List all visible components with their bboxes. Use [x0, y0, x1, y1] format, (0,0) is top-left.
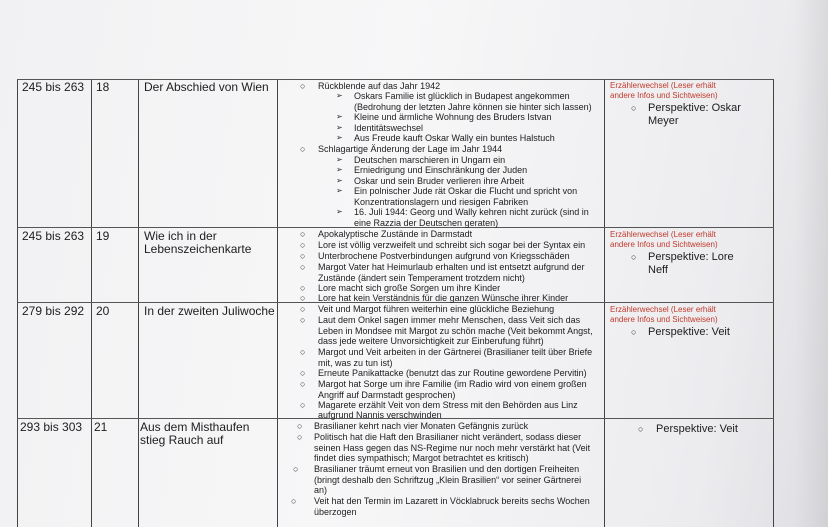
- chapter-number: 18: [96, 80, 110, 94]
- perspective-label: Meyer: [648, 115, 679, 127]
- grid-line: [277, 79, 278, 527]
- content-item: Veit hat den Termin im Lazarett in Vöcklabruck bereits sechs Wochen: [314, 496, 590, 506]
- content-subitem: Aus Freude kauft Oskar Wally ein buntes Halstuch: [354, 133, 555, 143]
- bullet-icon: ○: [300, 347, 306, 357]
- content-subitem: Oskars Familie ist glücklich in Budapest angekommen: [354, 91, 570, 101]
- grid-line: [773, 79, 774, 527]
- arrow-bullet-icon: ➢: [336, 207, 343, 216]
- arrow-bullet-icon: ➢: [336, 175, 343, 185]
- page-shadow: [794, 0, 828, 527]
- content-item: Lore hat kein Verständnis für die ganzen Wünsche ihrer Kinder: [318, 293, 569, 303]
- bullet-icon: ○: [300, 379, 306, 389]
- content-subitem: Oskar und sein Bruder verlieren ihre Arbeit: [354, 175, 525, 186]
- content-item: Angriff auf Darmstadt gesprochen): [318, 389, 456, 400]
- content-item: an): [314, 485, 328, 495]
- content-item: Schlagartige Änderung der Lage im Jahr 1944: [318, 144, 503, 154]
- content-item: Laut dem Onkel sagen immer mehr Menschen, dass Veit sich das: [318, 315, 581, 325]
- content-item: findet dies sympathisch; Margot betrachtet es kritisch): [314, 453, 529, 463]
- bullet-icon: ○: [300, 304, 306, 314]
- content-item: Margot hat Sorge um ihre Familie (im Radio wird von einem großen: [318, 379, 587, 389]
- content-item: Margot und Veit arbeiten in der Gärtnerei (Brasilianer teilt über Briefe: [318, 347, 593, 357]
- bullet-icon: ○: [300, 315, 306, 325]
- chapter-title: Der Abschied von Wien: [144, 80, 269, 94]
- grid-line: [138, 79, 139, 527]
- bullet-icon: ○: [631, 103, 637, 113]
- chapter-title: Wie ich in der: [144, 229, 217, 243]
- content-subitem: Kleine und ärmliche Wohnung des Bruders Istvan: [354, 112, 552, 122]
- content-subitem: Erniedrigung und Einschränkung der Juden: [354, 165, 528, 175]
- content-subitem: Konzentrationslagern und riesigen Fabriken: [354, 196, 529, 207]
- grid-line: [91, 79, 92, 527]
- arrow-bullet-icon: ➢: [336, 91, 343, 100]
- content-item: (bringt deshalb den Schriftzug „Klein Brasilien“ vor seiner Gärtnerei: [314, 474, 582, 485]
- content-item: Magarete erzählt Veit von dem Stress mit den Behörden aus Linz: [318, 400, 578, 410]
- bullet-icon: ○: [293, 464, 299, 474]
- bullet-icon: ○: [300, 293, 306, 303]
- page-range: 293 bis 303: [20, 420, 83, 434]
- narrator-note: andere Infos und Sichtweisen): [610, 240, 718, 249]
- narrator-note: andere Infos und Sichtweisen): [610, 91, 718, 100]
- content-item: Unterbrochene Postverbindungen aufgrund von Kriegsschäden: [318, 251, 570, 261]
- arrow-bullet-icon: ➢: [336, 133, 343, 142]
- content-item: mit, was zu tun ist): [318, 357, 393, 368]
- narrator-note: Erzählerwechsel (Leser erhält: [610, 81, 716, 90]
- bullet-icon: ○: [631, 252, 637, 262]
- chapter-title: Aus dem Misthaufen: [140, 420, 250, 434]
- page-range: 245 bis 263: [22, 229, 85, 243]
- content-item: überzogen: [314, 506, 357, 517]
- narrator-note: andere Infos und Sichtweisen): [610, 315, 718, 324]
- bullet-icon: ○: [300, 144, 306, 154]
- content-item: Apokalyptische Zustände in Darmstadt: [318, 229, 473, 239]
- bullet-icon: ○: [297, 421, 303, 431]
- content-subitem: Deutschen marschieren in Ungarn ein: [354, 154, 506, 165]
- perspective-label: Neff: [648, 264, 668, 276]
- content-item: Leben in Mondsee mit Margot zu schön mache (Veit bekommt Angst,: [318, 325, 593, 336]
- bullet-icon: ○: [291, 496, 297, 506]
- bullet-icon: ○: [300, 262, 306, 272]
- bullet-icon: ○: [300, 283, 306, 293]
- content-subitem: eine Razzia der Deutschen geraten): [354, 217, 499, 228]
- narrator-note: Erzählerwechsel (Leser erhält: [610, 305, 716, 314]
- bullet-icon: ○: [638, 424, 644, 434]
- chapter-number: 21: [94, 420, 108, 434]
- page-range: 245 bis 263: [22, 80, 85, 94]
- bullet-icon: ○: [300, 229, 306, 239]
- chapter-number: 19: [96, 229, 110, 243]
- bullet-icon: ○: [300, 400, 306, 410]
- bullet-icon: ○: [631, 327, 637, 337]
- bullet-icon: ○: [300, 81, 306, 91]
- chapter-title: Lebenszeichenkarte: [144, 242, 252, 256]
- content-item: seinen Hass gegen das NS-Regime nur noch mehr verstärkt hat (Veit: [314, 442, 591, 453]
- content-item: aufgrund Nannis verschwinden: [318, 410, 442, 420]
- arrow-bullet-icon: ➢: [336, 112, 343, 121]
- content-item: Lore ist völlig verzweifelt und schreibt sich sogar bei der Syntax ein: [318, 240, 586, 250]
- content-item: Brasilianer kehrt nach vier Monaten Gefängnis zurück: [314, 421, 529, 431]
- content-subitem: Ein polnischer Jude rät Oskar die Flucht und spricht von: [354, 186, 578, 196]
- chapter-number: 20: [96, 304, 110, 318]
- chapter-title: In der zweiten Juliwoche: [144, 304, 275, 318]
- content-item: Brasilianer träumt erneut von Brasilien und den dortigen Freiheiten: [314, 464, 580, 474]
- grid-line: [604, 79, 605, 527]
- perspective-label: Perspektive: Lore: [648, 251, 734, 263]
- content-subitem: 16. Juli 1944: Georg und Wally kehren nicht zurück (sind in: [354, 207, 589, 217]
- content-item: Margot Vater hat Heimurlaub erhalten und ist entsetzt aufgrund der: [318, 262, 585, 272]
- arrow-bullet-icon: ➢: [336, 154, 343, 164]
- chapter-title: stieg Rauch auf: [140, 433, 224, 447]
- content-subitem: (Bedrohung der letzten Jahre können sie hinter sich lassen): [354, 101, 592, 112]
- arrow-bullet-icon: ➢: [336, 122, 343, 132]
- grid-line: [17, 79, 774, 80]
- content-item: Rückblende auf das Jahr 1942: [318, 81, 441, 91]
- perspective-label: Perspektive: Veit: [656, 423, 738, 435]
- content-subitem: Identitätswechsel: [354, 122, 424, 133]
- content-item: Erneute Panikattacke (benutzt das zur Routine gewordene Pervitin): [318, 368, 587, 378]
- content-item: Politisch hat die Haft den Brasilianer nicht verändert, sodass dieser: [314, 432, 582, 442]
- bullet-icon: ○: [297, 432, 303, 442]
- content-item: dass jede weitere Unvorsichtigkeit zur Einberufung führt): [318, 336, 544, 346]
- perspective-label: Perspektive: Oskar: [648, 102, 741, 114]
- bullet-icon: ○: [300, 368, 306, 378]
- perspective-label: Perspektive: Veit: [648, 326, 730, 338]
- arrow-bullet-icon: ➢: [336, 165, 343, 174]
- page-range: 279 bis 292: [22, 304, 85, 318]
- grid-line: [17, 79, 18, 527]
- narrator-note: Erzählerwechsel (Leser erhält: [610, 230, 716, 239]
- content-item: Zustände (ändert sein Temperament trotzdem nicht): [318, 272, 525, 283]
- content-item: Lore macht sich große Sorgen um ihre Kinder: [318, 283, 501, 293]
- bullet-icon: ○: [300, 240, 306, 250]
- arrow-bullet-icon: ➢: [336, 186, 343, 195]
- content-item: Veit und Margot führen weiterhin eine glückliche Beziehung: [318, 304, 555, 314]
- bullet-icon: ○: [300, 251, 306, 261]
